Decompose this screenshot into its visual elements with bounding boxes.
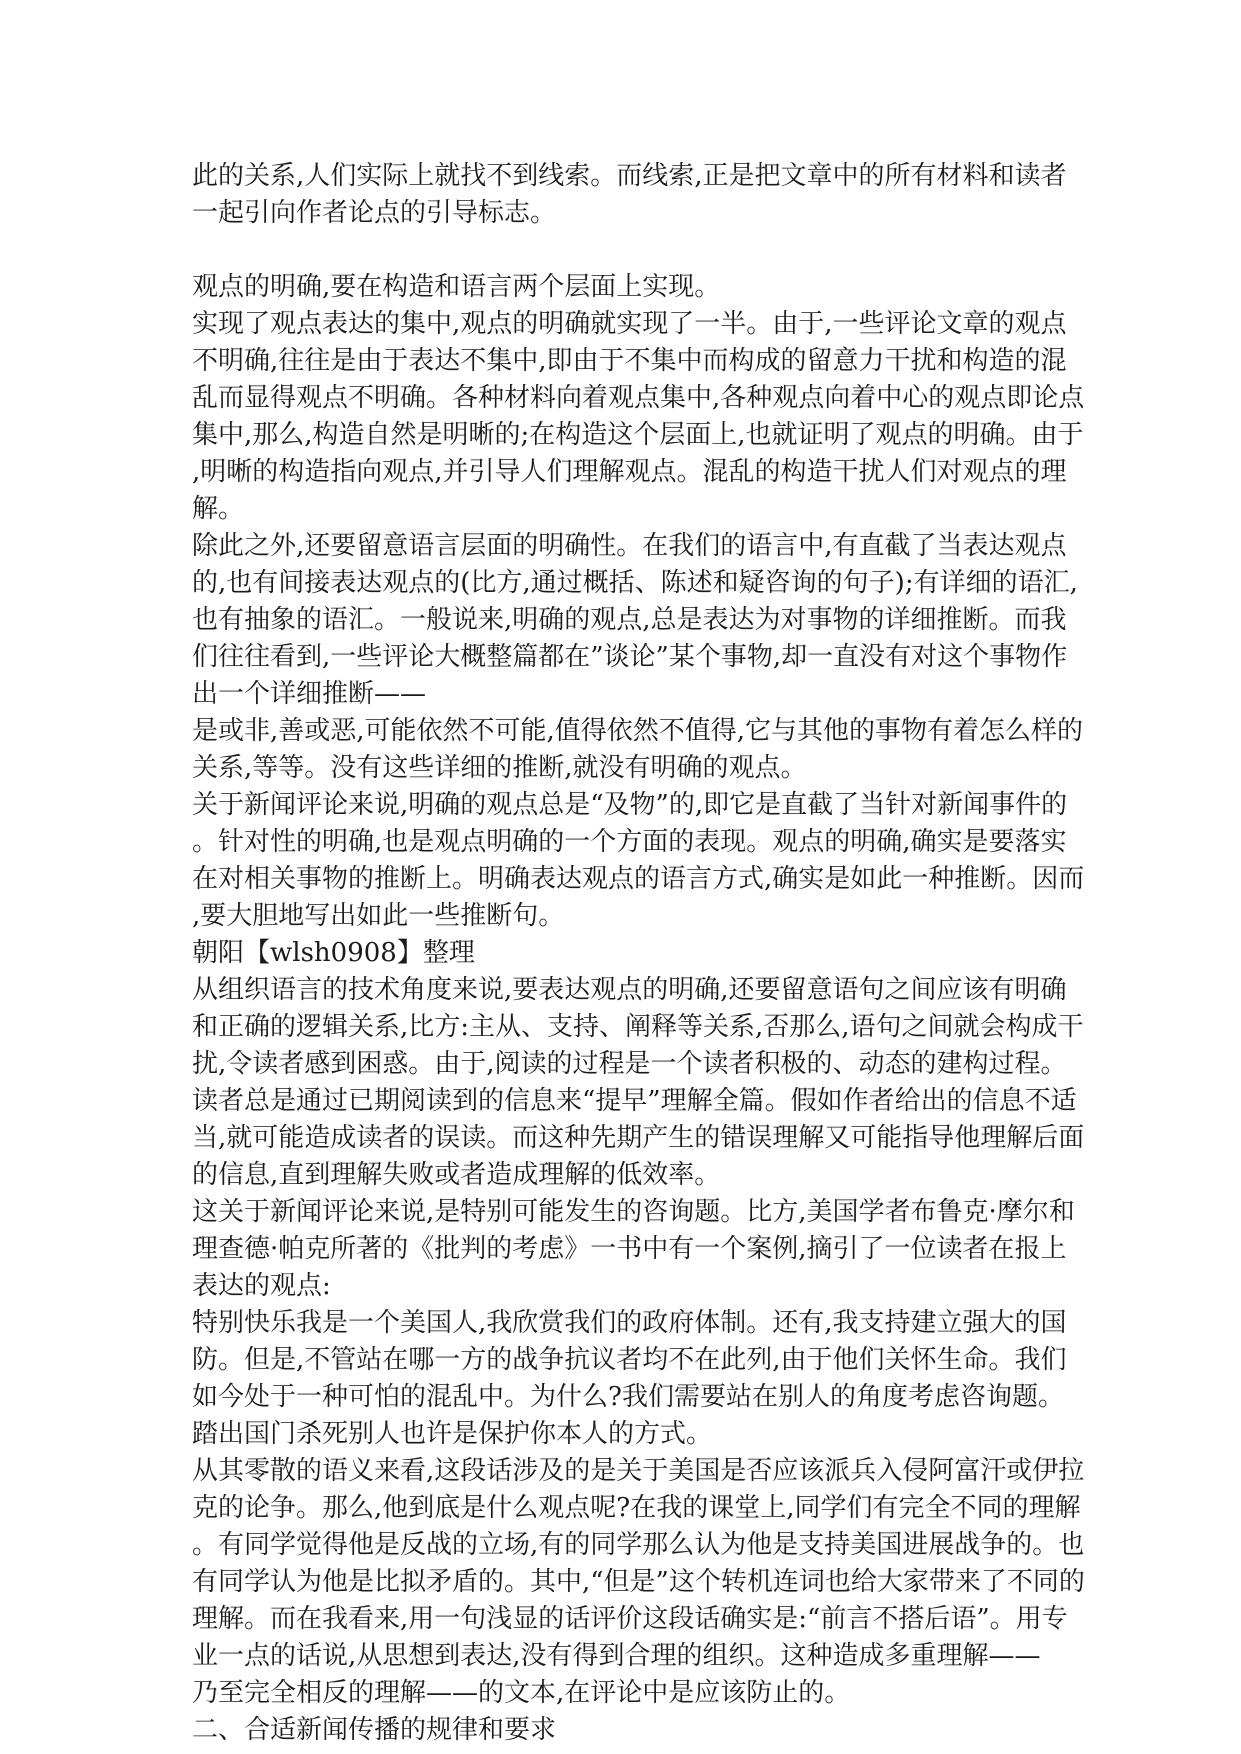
text-line: 当,就可能造成读者的误读。而这种先期产生的错误理解又可能指导他理解后面 [192, 1123, 1085, 1153]
text-line: 这关于新闻评论来说,是特别可能发生的咨询题。比方,美国学者布鲁克·摩尔和 [192, 1197, 1075, 1227]
text-line: 理解。而在我看来,用一句浅显的话评价这段话确实是:“前言不搭后语”。用专 [192, 1604, 1068, 1634]
document-body [192, 158, 1085, 1749]
text-line: ,明晰的构造指向观点,并引导人们理解观点。混乱的构造干扰人们对观点的理 [192, 457, 1067, 487]
text-line: 克的论争。那么,他到底是什么观点呢?在我的课堂上,同学们有完全不同的理解 [192, 1493, 1081, 1523]
text-line: 业一点的话说,从思想到表达,没有得到合理的组织。这种造成多重理解—— [192, 1641, 1041, 1671]
text-line: 此的关系,人们实际上就找不到线索。而线索,正是把文章中的所有材料和读者 [192, 161, 1067, 191]
paragraph-gap [192, 232, 1072, 269]
text-line: 除此之外,还要留意语言层面的明确性。在我们的语言中,有直截了当表达观点 [192, 531, 1067, 561]
text-line: 和正确的逻辑关系,比方:主从、支持、阐释等关系,否那么,语句之间就会构成干 [192, 1012, 1084, 1042]
text-line: 表达的观点: [192, 1271, 331, 1301]
text-line: 乱而显得观点不明确。各种材料向着观点集中,各种观点向着中心的观点即论点 [192, 383, 1085, 413]
text-line: 理查德·帕克所著的《批判的考虑》一书中有一个案例,摘引了一位读者在报上 [192, 1234, 1067, 1264]
text-line: 的,也有间接表达观点的(比方,通过概括、陈述和疑咨询的句子);有详细的语汇, [192, 568, 1078, 598]
text-line: 特别快乐我是一个美国人,我欣赏我们的政府体制。还有,我支持建立强大的国 [192, 1308, 1067, 1338]
text-line: 扰,令读者感到困惑。由于,阅读的过程是一个读者积极的、动态的建构过程。 [192, 1049, 1067, 1079]
text-line: 读者总是通过已期阅读到的信息来“提早”理解全篇。假如作者给出的信息不适 [192, 1086, 1077, 1116]
text-line: 从组织语言的技术角度来说,要表达观点的明确,还要留意语句之间应该有明确 [192, 975, 1067, 1005]
text-line: 二、合适新闻传播的规律和要求 [192, 1715, 557, 1745]
text-line: 集中,那么,构造自然是明晰的;在构造这个层面上,也就证明了观点的明确。由于 [192, 420, 1084, 450]
text-line: 是或非,善或恶,可能依然不可能,值得依然不值得,它与其他的事物有着怎么样的 [192, 716, 1084, 746]
text-line: 踏出国门杀死别人也许是保护你本人的方式。 [192, 1419, 713, 1449]
text-line: 。针对性的明确,也是观点明确的一个方面的表现。观点的明确,确实是要落实 [192, 827, 1067, 857]
text-line: 的信息,直到理解失败或者造成理解的低效率。 [192, 1160, 721, 1190]
text-line: ,要大胆地写出如此一些推断句。 [192, 901, 565, 931]
text-line: 朝阳【wlsh0908】整理 [192, 938, 475, 968]
text-line: 关系,等等。没有这些详细的推断,就没有明确的观点。 [192, 753, 807, 783]
text-line: 防。但是,不管站在哪一方的战争抗议者均不在此列,由于他们关怀生命。我们 [192, 1345, 1067, 1375]
text-line: 一起引向作者论点的引导标志。 [192, 198, 557, 228]
text-line: 也有抽象的语汇。一般说来,明确的观点,总是表达为对事物的详细推断。而我 [192, 605, 1067, 635]
text-line: 实现了观点表达的集中,观点的明确就实现了一半。由于,一些评论文章的观点 [192, 309, 1067, 339]
text-line: 解。 [192, 494, 245, 524]
text-line: 乃至完全相反的理解——的文本,在评论中是应该防止的。 [192, 1678, 851, 1708]
text-line: 关于新闻评论来说,明确的观点总是“及物”的,即它是直截了当针对新闻事件的 [192, 790, 1068, 820]
text-line: 。有同学觉得他是反战的立场,有的同学那么认为他是支持美国进展战争的。也 [192, 1530, 1085, 1560]
text-line: 们往往看到,一些评论大概整篇都在”谈论”某个事物,却一直没有对这个事物作 [192, 642, 1068, 672]
text-line: 不明确,往往是由于表达不集中,即由于不集中而构成的留意力干扰和构造的混 [192, 346, 1067, 376]
text-line: 从其零散的语义来看,这段话涉及的是关于美国是否应该派兵入侵阿富汗或伊拉 [192, 1456, 1085, 1486]
text-line: 在对相关事物的推断上。明确表达观点的语言方式,确实是如此一种推断。因而 [192, 864, 1085, 894]
text-line: 观点的明确,要在构造和语言两个层面上实现。 [192, 272, 721, 302]
text-line: 有同学认为他是比拟矛盾的。其中,“但是”这个转机连词也给大家带来了不同的 [192, 1567, 1085, 1597]
text-line: 出一个详细推断—— [192, 679, 427, 709]
text-line: 如今处于一种可怕的混乱中。为什么?我们需要站在别人的角度考虑咨询题。 [192, 1382, 1064, 1412]
